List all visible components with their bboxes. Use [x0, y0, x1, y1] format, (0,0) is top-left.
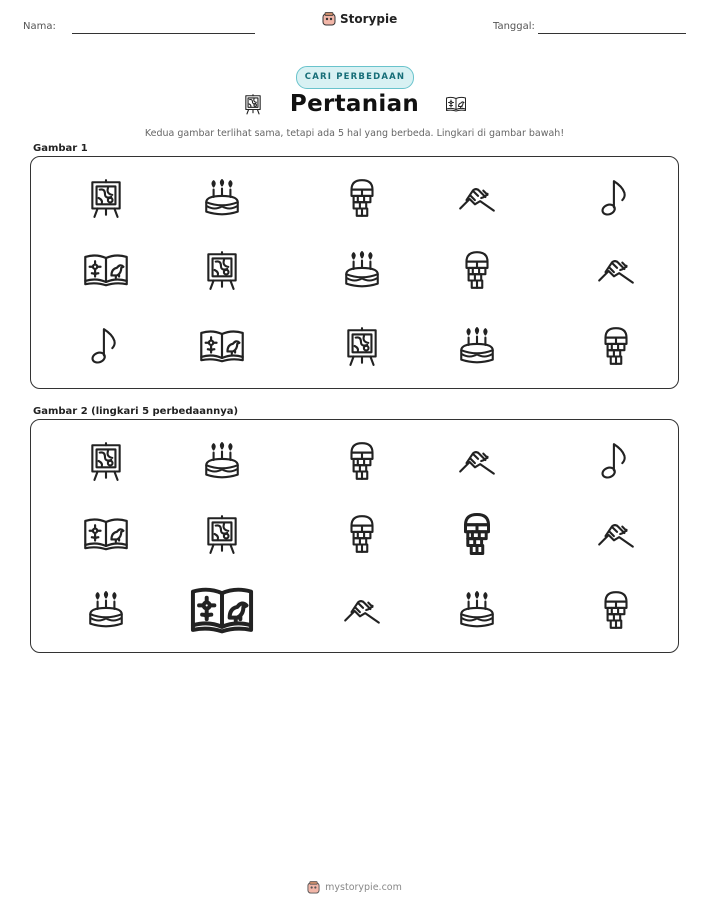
storypie-mascot-icon — [307, 881, 320, 894]
storypie-mascot-icon — [322, 12, 336, 26]
picture-2-panel[interactable] — [30, 419, 679, 653]
date-label: Tanggal: — [493, 21, 535, 32]
activity-badge: CARI PERBEDAAN — [296, 66, 414, 89]
brand-logo — [322, 12, 397, 26]
title-easel-icon — [242, 93, 264, 115]
cake-icon[interactable] — [85, 589, 127, 631]
footer — [0, 881, 709, 894]
cake-icon[interactable] — [201, 440, 243, 482]
brick-tower-icon[interactable] — [341, 440, 383, 482]
name-label: Nama: — [23, 21, 56, 32]
cake-icon — [456, 325, 498, 367]
music-note-icon — [595, 177, 637, 219]
handshake-icon[interactable] — [456, 440, 498, 482]
book-icon — [82, 251, 130, 289]
music-note-icon[interactable] — [595, 440, 637, 482]
footer-url: mystorypie.com — [325, 882, 402, 893]
section1-label: Gambar 1 — [33, 143, 88, 154]
easel-icon[interactable] — [201, 513, 243, 555]
music-note-icon — [85, 325, 127, 367]
easel-icon — [201, 249, 243, 291]
brick-tower-icon — [595, 325, 637, 367]
picture-1-panel — [30, 156, 679, 389]
cake-icon[interactable] — [456, 589, 498, 631]
brick-tower-icon — [456, 249, 498, 291]
handshake-icon[interactable] — [595, 513, 637, 555]
brand-name: Storypie — [340, 12, 398, 26]
handshake-icon[interactable] — [341, 589, 383, 631]
instructions: Kedua gambar terlihat sama, tetapi ada 5 hal yang berbeda. Lingkari di gambar bawah! — [144, 128, 565, 139]
handshake-icon — [595, 249, 637, 291]
book-icon[interactable] — [82, 515, 130, 553]
handshake-icon — [456, 177, 498, 219]
book-icon[interactable] — [182, 584, 262, 636]
name-field[interactable] — [72, 33, 255, 34]
date-field[interactable] — [538, 33, 686, 34]
page-title: Pertanian — [289, 91, 420, 117]
brick-tower-icon — [341, 177, 383, 219]
brick-tower-icon[interactable] — [341, 513, 383, 555]
title-row — [0, 91, 709, 117]
easel-icon — [341, 325, 383, 367]
cake-icon — [201, 177, 243, 219]
book-icon — [198, 327, 246, 365]
easel-icon[interactable] — [85, 440, 127, 482]
easel-icon — [85, 177, 127, 219]
title-book-icon — [445, 93, 467, 115]
section2-label: Gambar 2 (lingkari 5 perbedaannya) — [33, 406, 239, 417]
brick-tower-icon[interactable] — [595, 589, 637, 631]
brick-tower-icon[interactable] — [454, 499, 500, 569]
cake-icon — [341, 249, 383, 291]
